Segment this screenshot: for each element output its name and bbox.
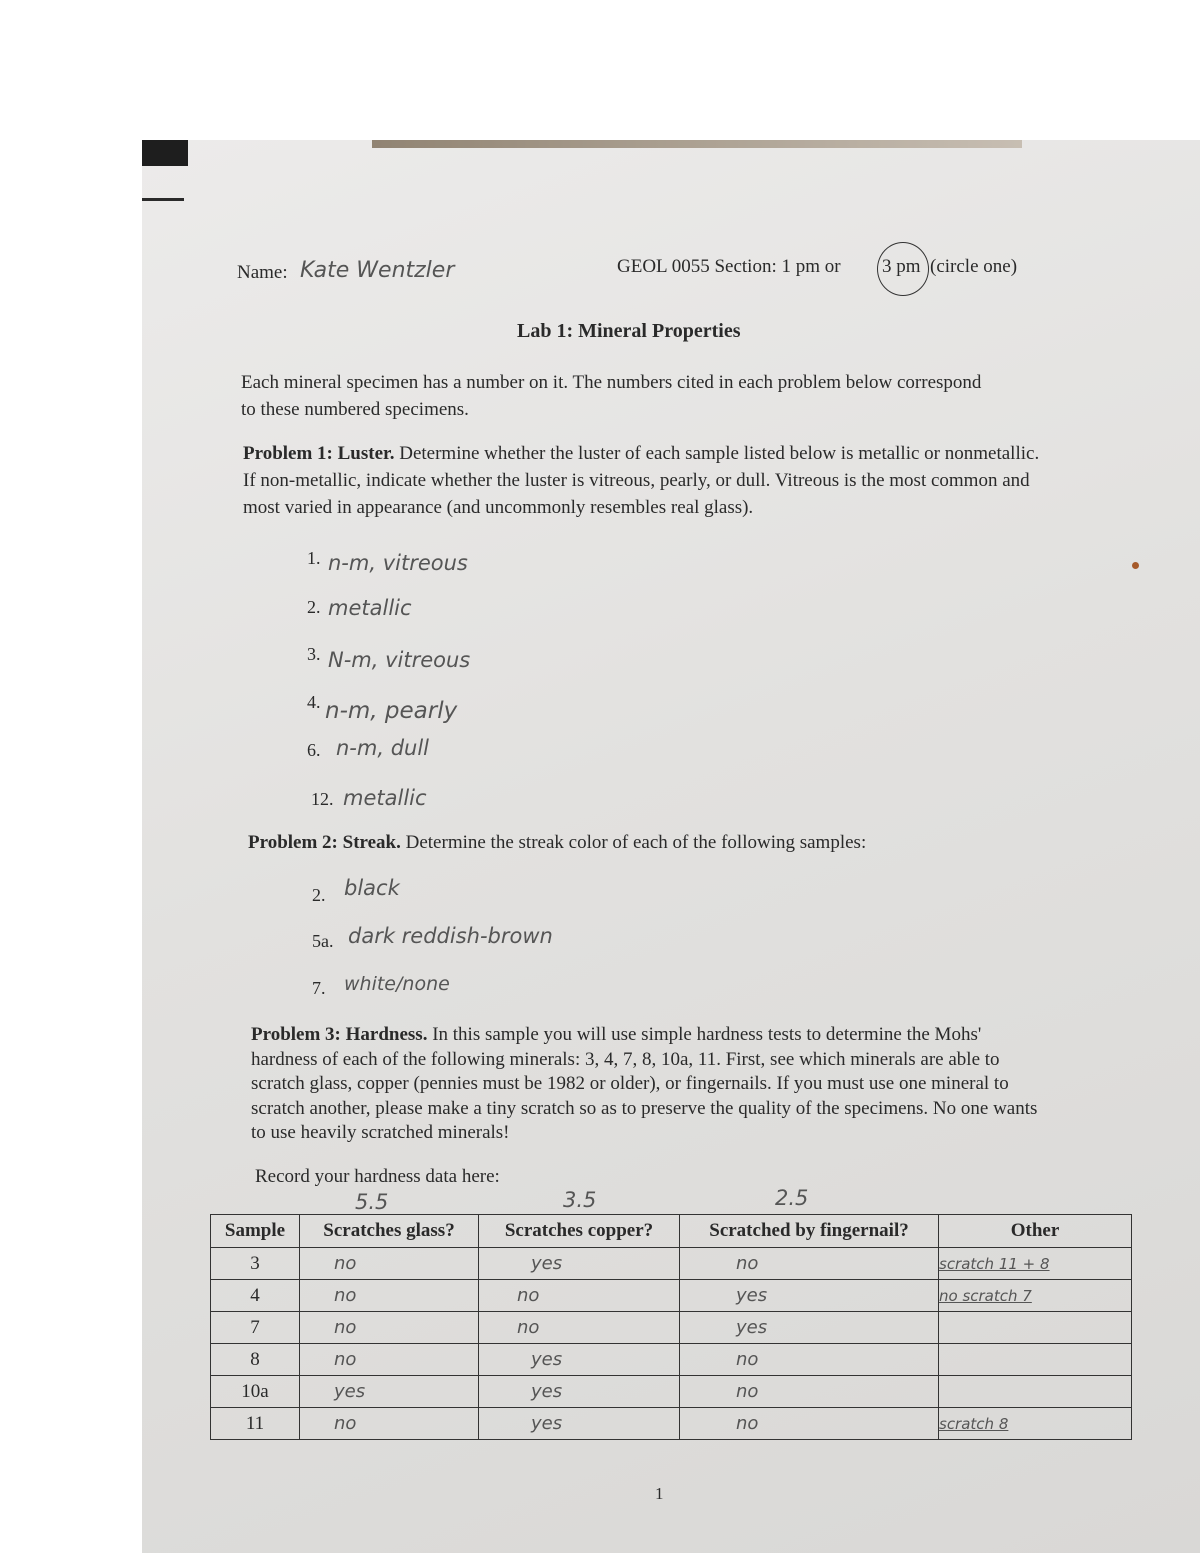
cell-other bbox=[939, 1376, 1132, 1408]
section-choice: 3 pm bbox=[882, 256, 921, 277]
col-copper: Scratches copper? bbox=[479, 1215, 680, 1248]
cell-fingernail: no bbox=[680, 1376, 939, 1408]
p2-num-7: 7. bbox=[312, 978, 326, 998]
page-title: Lab 1: Mineral Properties bbox=[517, 320, 741, 342]
speck bbox=[1132, 562, 1139, 569]
table-row bbox=[211, 1312, 1132, 1344]
table-header-row bbox=[211, 1215, 1132, 1248]
table-row bbox=[211, 1376, 1132, 1408]
p1-answer-3: N-m, vitreous bbox=[328, 648, 471, 672]
cell-glass: no bbox=[300, 1312, 479, 1344]
cell-fingernail: yes bbox=[680, 1312, 939, 1344]
cell-other: scratch 11 + 8 bbox=[939, 1248, 1132, 1280]
cell-fingernail: no bbox=[680, 1248, 939, 1280]
cell-fingernail: no bbox=[680, 1408, 939, 1440]
p2-answer-7: white/none bbox=[344, 973, 450, 995]
p2-num-5a: 5a. bbox=[312, 931, 334, 951]
table-row bbox=[211, 1344, 1132, 1376]
p1-num-6: 6. bbox=[307, 740, 321, 760]
cell-sample: 8 bbox=[211, 1344, 300, 1376]
col-glass: Scratches glass? bbox=[300, 1215, 479, 1248]
intro-text: Each mineral specimen has a number on it. The numbers cited in each problem below correspond to these numbered specimens. bbox=[241, 372, 982, 420]
cell-other: scratch 8 bbox=[939, 1408, 1132, 1440]
problem1-paragraph bbox=[243, 440, 1048, 521]
p1-answer-4: n-m, pearly bbox=[325, 698, 458, 724]
p1-num-3: 3. bbox=[307, 644, 321, 664]
problem1-heading: Problem 1: Luster. bbox=[243, 443, 395, 464]
cell-fingernail: yes bbox=[680, 1280, 939, 1312]
cell-copper: yes bbox=[479, 1408, 680, 1440]
fingernail-note: 2.5 bbox=[775, 1186, 809, 1210]
cell-copper: yes bbox=[479, 1376, 680, 1408]
name-label: Name: bbox=[237, 262, 288, 283]
p1-answer-6: n-m, dull bbox=[336, 736, 430, 760]
p2-num-2: 2. bbox=[312, 885, 326, 905]
problem2-heading: Problem 2: Streak. bbox=[248, 832, 401, 853]
table-row bbox=[211, 1408, 1132, 1440]
cell-sample: 3 bbox=[211, 1248, 300, 1280]
col-fingernail: Scratched by fingernail? bbox=[680, 1215, 939, 1248]
section-text: GEOL 0055 Section: 1 pm or bbox=[617, 256, 841, 277]
cell-copper: no bbox=[479, 1312, 680, 1344]
p1-num-1: 1. bbox=[307, 548, 321, 568]
cell-fingernail: no bbox=[680, 1344, 939, 1376]
problem2-text: Determine the streak color of each of the following samples: bbox=[405, 832, 867, 853]
problem3-heading: Problem 3: Hardness. bbox=[251, 1024, 428, 1045]
p1-answer-1: n-m, vitreous bbox=[328, 551, 468, 575]
cell-glass: yes bbox=[300, 1376, 479, 1408]
page-number: 1 bbox=[655, 1484, 664, 1503]
p1-answer-2: metallic bbox=[328, 596, 412, 620]
edge-line bbox=[142, 198, 184, 201]
hardness-table bbox=[210, 1214, 1132, 1440]
cell-glass: no bbox=[300, 1344, 479, 1376]
name-value: Kate Wentzler bbox=[300, 258, 455, 283]
cell-copper: yes bbox=[479, 1344, 680, 1376]
cell-sample: 4 bbox=[211, 1280, 300, 1312]
cell-glass: no bbox=[300, 1248, 479, 1280]
cell-glass: no bbox=[300, 1408, 479, 1440]
cell-other bbox=[939, 1312, 1132, 1344]
p1-num-2: 2. bbox=[307, 597, 321, 617]
p1-num-12: 12. bbox=[311, 789, 334, 809]
circle-mark bbox=[877, 242, 929, 296]
cell-copper: yes bbox=[479, 1248, 680, 1280]
p2-answer-5a: dark reddish-brown bbox=[348, 924, 553, 948]
cell-sample: 10a bbox=[211, 1376, 300, 1408]
cell-sample: 7 bbox=[211, 1312, 300, 1344]
table-row bbox=[211, 1280, 1132, 1312]
table-row bbox=[211, 1248, 1132, 1280]
cell-other: no scratch 7 bbox=[939, 1280, 1132, 1312]
p2-answer-2: black bbox=[344, 876, 400, 900]
p1-answer-12: metallic bbox=[343, 786, 427, 810]
dark-corner bbox=[142, 140, 188, 166]
problem3-text: In this sample you will use simple hardness tests to determine the Mohs' hardness of each of the following minerals: 3, 4, 7, 8, 10a, 11. First, see which minerals are able to scratch glass, copper (pennies must be 1982 or older), or fingernails. If you must use one mineral to scratch another, please make a tiny scratch so as to preserve the quality of the specimens. No one wants to use heavily scratched minerals! bbox=[251, 1024, 1038, 1143]
col-sample: Sample bbox=[211, 1215, 300, 1248]
p1-num-4: 4. bbox=[307, 692, 321, 712]
cell-glass: no bbox=[300, 1280, 479, 1312]
cell-sample: 11 bbox=[211, 1408, 300, 1440]
problem2-paragraph bbox=[248, 829, 1058, 856]
cell-copper: no bbox=[479, 1280, 680, 1312]
copper-note: 3.5 bbox=[563, 1188, 597, 1212]
col-other: Other bbox=[939, 1215, 1132, 1248]
cell-other bbox=[939, 1344, 1132, 1376]
glass-note: 5.5 bbox=[355, 1190, 389, 1214]
problem3-paragraph bbox=[251, 1023, 1051, 1146]
record-label: Record your hardness data here: bbox=[255, 1166, 500, 1187]
top-shadow bbox=[372, 140, 1022, 148]
problem1-text: Determine whether the luster of each sample listed below is metallic or nonmetallic. If non-metallic, indicate whether the luster is vitreous, pearly, or dull. Vitreous is the most common and most varied in appearance (and uncommonly resembles real glass). bbox=[243, 443, 1040, 518]
section-hint: (circle one) bbox=[930, 256, 1018, 277]
